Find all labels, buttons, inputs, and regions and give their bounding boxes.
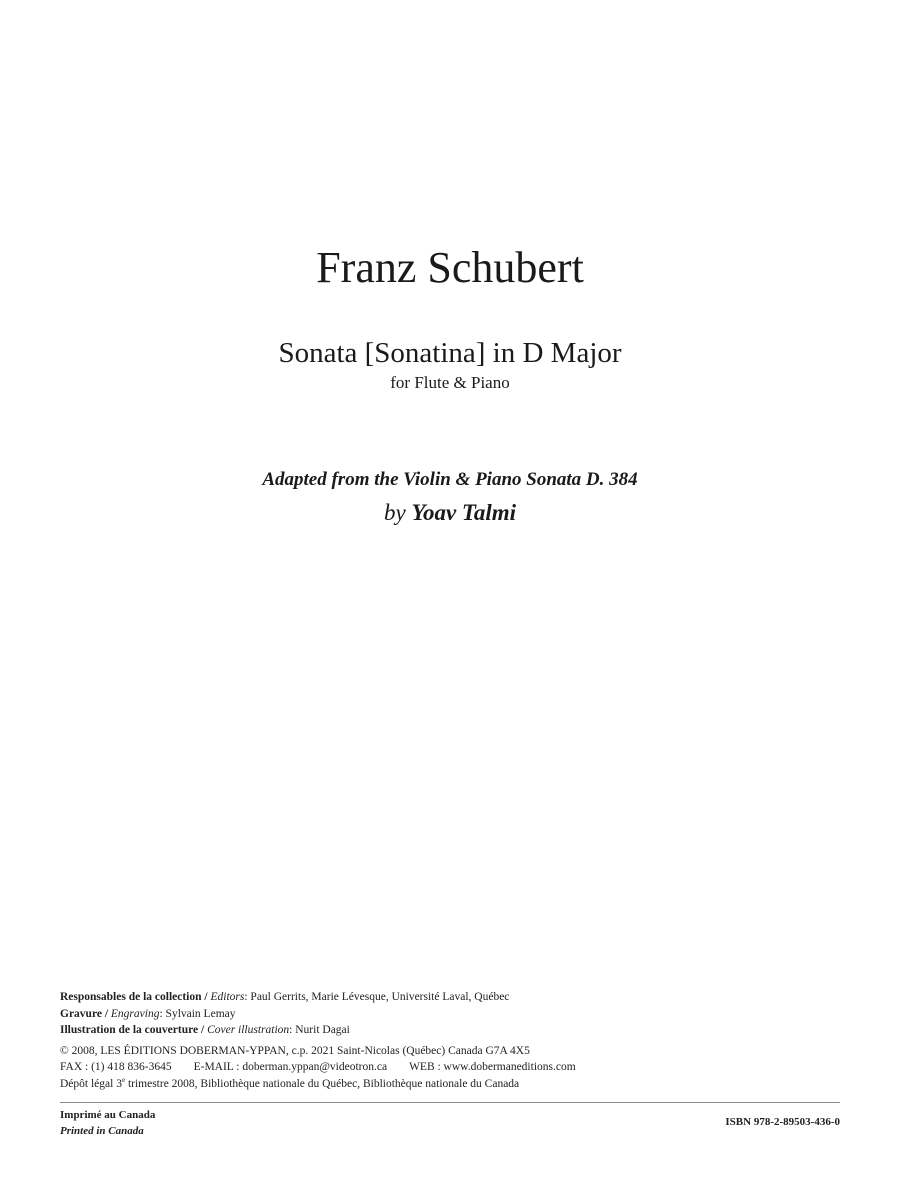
printed-in: [60, 1107, 155, 1139]
depot-superscript: e: [121, 1075, 126, 1084]
printed-fr: Imprimé au Canada: [60, 1109, 156, 1121]
credit-editors: Responsables de la collection / Editors: Paul Gerrits, Marie Lévesque, Université Laval, Québec: [60, 991, 510, 1003]
cover-label-en: Cover illustration: [207, 1024, 290, 1036]
printed-en: Printed in Canada: [60, 1125, 144, 1137]
by-prefix: by: [383, 500, 406, 525]
cover-label-fr: Illustration de la couverture: [60, 1024, 199, 1036]
cover-value: Nurit Dagai: [295, 1024, 350, 1036]
footer-divider: [60, 1102, 840, 1103]
contact-line: [60, 1059, 840, 1076]
copyright-line: © 2008, LES ÉDITIONS DOBERMAN-YPPAN, c.p. 2021 Saint-Nicolas (Québec) Canada G7A 4X5: [60, 1044, 530, 1057]
work-title: Sonata [Sonatina] in D Major: [278, 337, 622, 369]
credit-engraving: Gravure / Engraving: Sylvain Lemay: [60, 1007, 236, 1020]
engraving-label-fr: Gravure: [60, 1007, 102, 1020]
engraving-value: Sylvain Lemay: [165, 1007, 236, 1020]
website: WEB : www.dobermaneditions.com: [409, 1061, 576, 1073]
composer-name: Franz Schubert: [316, 243, 584, 292]
credit-cover-illustration: Illustration de la couverture / Cover illustration: Nurit Dagai: [60, 1024, 350, 1036]
arranger-byline: [0, 498, 900, 528]
isbn: ISBN 978-2-89503-436-0: [725, 1116, 840, 1128]
instrumentation: for Flute & Piano: [390, 373, 510, 392]
fax-number: FAX : (1) 418 836-3645: [60, 1061, 172, 1073]
engraving-label-en: Engraving: [110, 1007, 160, 1020]
depot-prefix: Dépôt légal 3: [60, 1077, 122, 1090]
arranger-name: Yoav Talmi: [411, 500, 517, 525]
adaptation-note: Adapted from the Violin & Piano Sonata D. 384: [262, 469, 638, 490]
depot-suffix: trimestre 2008, Bibliothèque nationale du Québec, Bibliothèque nationale du Canada: [125, 1077, 520, 1090]
editors-label-fr: Responsables de la collection: [60, 991, 202, 1003]
editors-label-en: Editors: [210, 991, 245, 1003]
legal-deposit-line: [60, 1076, 840, 1093]
editors-value: Paul Gerrits, Marie Lévesque, Université Laval, Québec: [250, 991, 510, 1003]
credits-block: [60, 989, 840, 1092]
email-address: E-MAIL : doberman.yppan@videotron.ca: [193, 1061, 388, 1073]
